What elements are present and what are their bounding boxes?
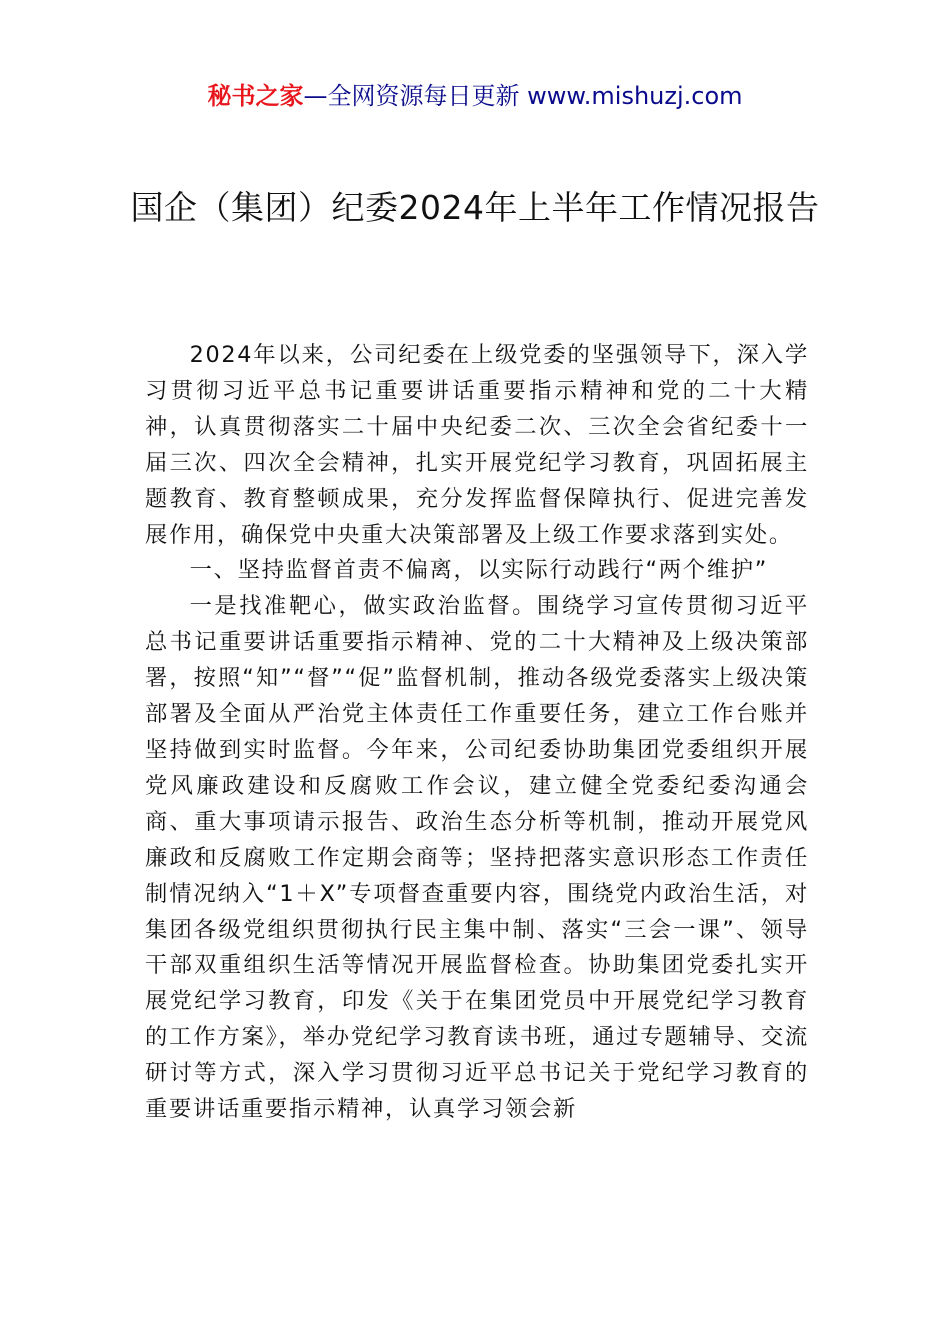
- section-heading: 一、坚持监督首责不偏离，以实际行动践行“两个维护”: [189, 557, 769, 584]
- site-url-link[interactable]: www.mishuzj.com: [527, 82, 743, 110]
- site-tagline: —全网资源每日更新: [303, 82, 528, 110]
- site-header: [0, 80, 950, 112]
- intro-paragraph: 2024年以来，公司纪委在上级党委的坚强领导下，深入学习贯彻习近平总书记重要讲话重要指示精神和党的二十大精神，认真贯彻落实二十届中央纪委二次、三次全会省纪委十一届三次、四次全会精神，扎实开展党纪学习教育，巩固拓展主题教育、教育整顿成果，充分发挥监督保障执行、促进完善发展作用，确保党中央重大决策部署及上级工作要求落到实处。: [145, 342, 809, 548]
- body-paragraph: 一是找准靶心，做实政治监督。围绕学习宣传贯彻习近平总书记重要讲话重要指示精神、党的二十大精神及上级决策部署，按照“知”“督”“促”监督机制，推动各级党委落实上级决策部署及全面从严治党主体责任工作重要任务，建立工作台账并坚持做到实时监督。今年来，公司纪委协助集团党委组织开展党风廉政建设和反腐败工作会议，建立健全党委纪委沟通会商、重大事项请示报告、政治生态分析等机制，推动开展党风廉政和反腐败工作定期会商等；坚持把落实意识形态工作责任制情况纳入“1＋X”专项督查重要内容，围绕党内政治生活，对集团各级党组织贯彻执行民主集中制、落实“三会一课”、领导干部双重组织生活等情况开展监督检查。协助集团党委扎实开展党纪学习教育，印发《关于在集团党员中开展党纪学习教育的工作方案》，举办党纪学习教育读书班，通过专题辅导、交流研讨等方式，深入学习贯彻习近平总书记关于党纪学习教育的重要讲话重要指示精神，认真学习领会新: [145, 593, 809, 1123]
- site-brand: 秘书之家: [207, 82, 304, 110]
- document-title: 国企（集团）纪委2024年上半年工作情况报告: [130, 188, 820, 227]
- document-body: [145, 338, 809, 1128]
